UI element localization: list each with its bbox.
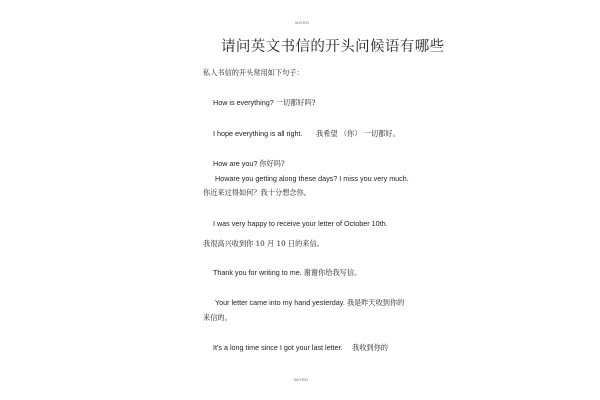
sentence-2 bbox=[213, 129, 303, 138]
sentence-4-cn: 你近来过得如何？我十分想念你。 bbox=[203, 188, 311, 197]
header-mark: WORD bbox=[295, 20, 310, 25]
document-title: 请问英文书信的开头问候语有哪些 bbox=[221, 39, 445, 55]
sentence-1-cn: 一切都好吗? bbox=[275, 98, 316, 107]
sentence-1 bbox=[213, 98, 316, 108]
sentence-1-en: How is everything? bbox=[213, 98, 274, 107]
sentence-4-en: Howare you getting along these days? I miss you very much. bbox=[215, 174, 409, 183]
sentence-6-en: Thank you for writing to me. bbox=[213, 268, 302, 277]
footer-mark: WORD bbox=[294, 377, 309, 382]
sentence-7-cn-a: 我是昨天收到你的 bbox=[346, 298, 405, 307]
intro-text: 私人书信的开头常用如下句子： bbox=[203, 68, 304, 77]
sentence-7-en: Your letter came into my hand yesterday. bbox=[215, 298, 345, 307]
sentence-7-cn-b: 来信的。 bbox=[203, 313, 232, 322]
sentence-7 bbox=[215, 298, 404, 308]
sentence-6-cn: 谢谢你给我写信。 bbox=[303, 268, 362, 277]
sentence-3 bbox=[213, 159, 285, 169]
sentence-5-en: I was very happy to receive your letter of October 10th. bbox=[213, 219, 388, 228]
sentence-8-cn: 我收到你的 bbox=[352, 343, 388, 352]
sentence-6 bbox=[213, 268, 361, 278]
sentence-3-en: How are you? bbox=[213, 159, 258, 168]
sentence-2-en: I hope everything is all right. bbox=[213, 129, 303, 138]
sentence-5-cn: 我很高兴收到你 10 月 10 日的来信。 bbox=[203, 239, 324, 248]
sentence-8-en: It's a long time since I got your last letter. bbox=[213, 343, 343, 352]
sentence-2-cn: 我希望 （你） 一切都好。 bbox=[316, 129, 400, 138]
sentence-3-cn: 你好吗? bbox=[259, 159, 285, 168]
sentence-8 bbox=[213, 343, 343, 352]
